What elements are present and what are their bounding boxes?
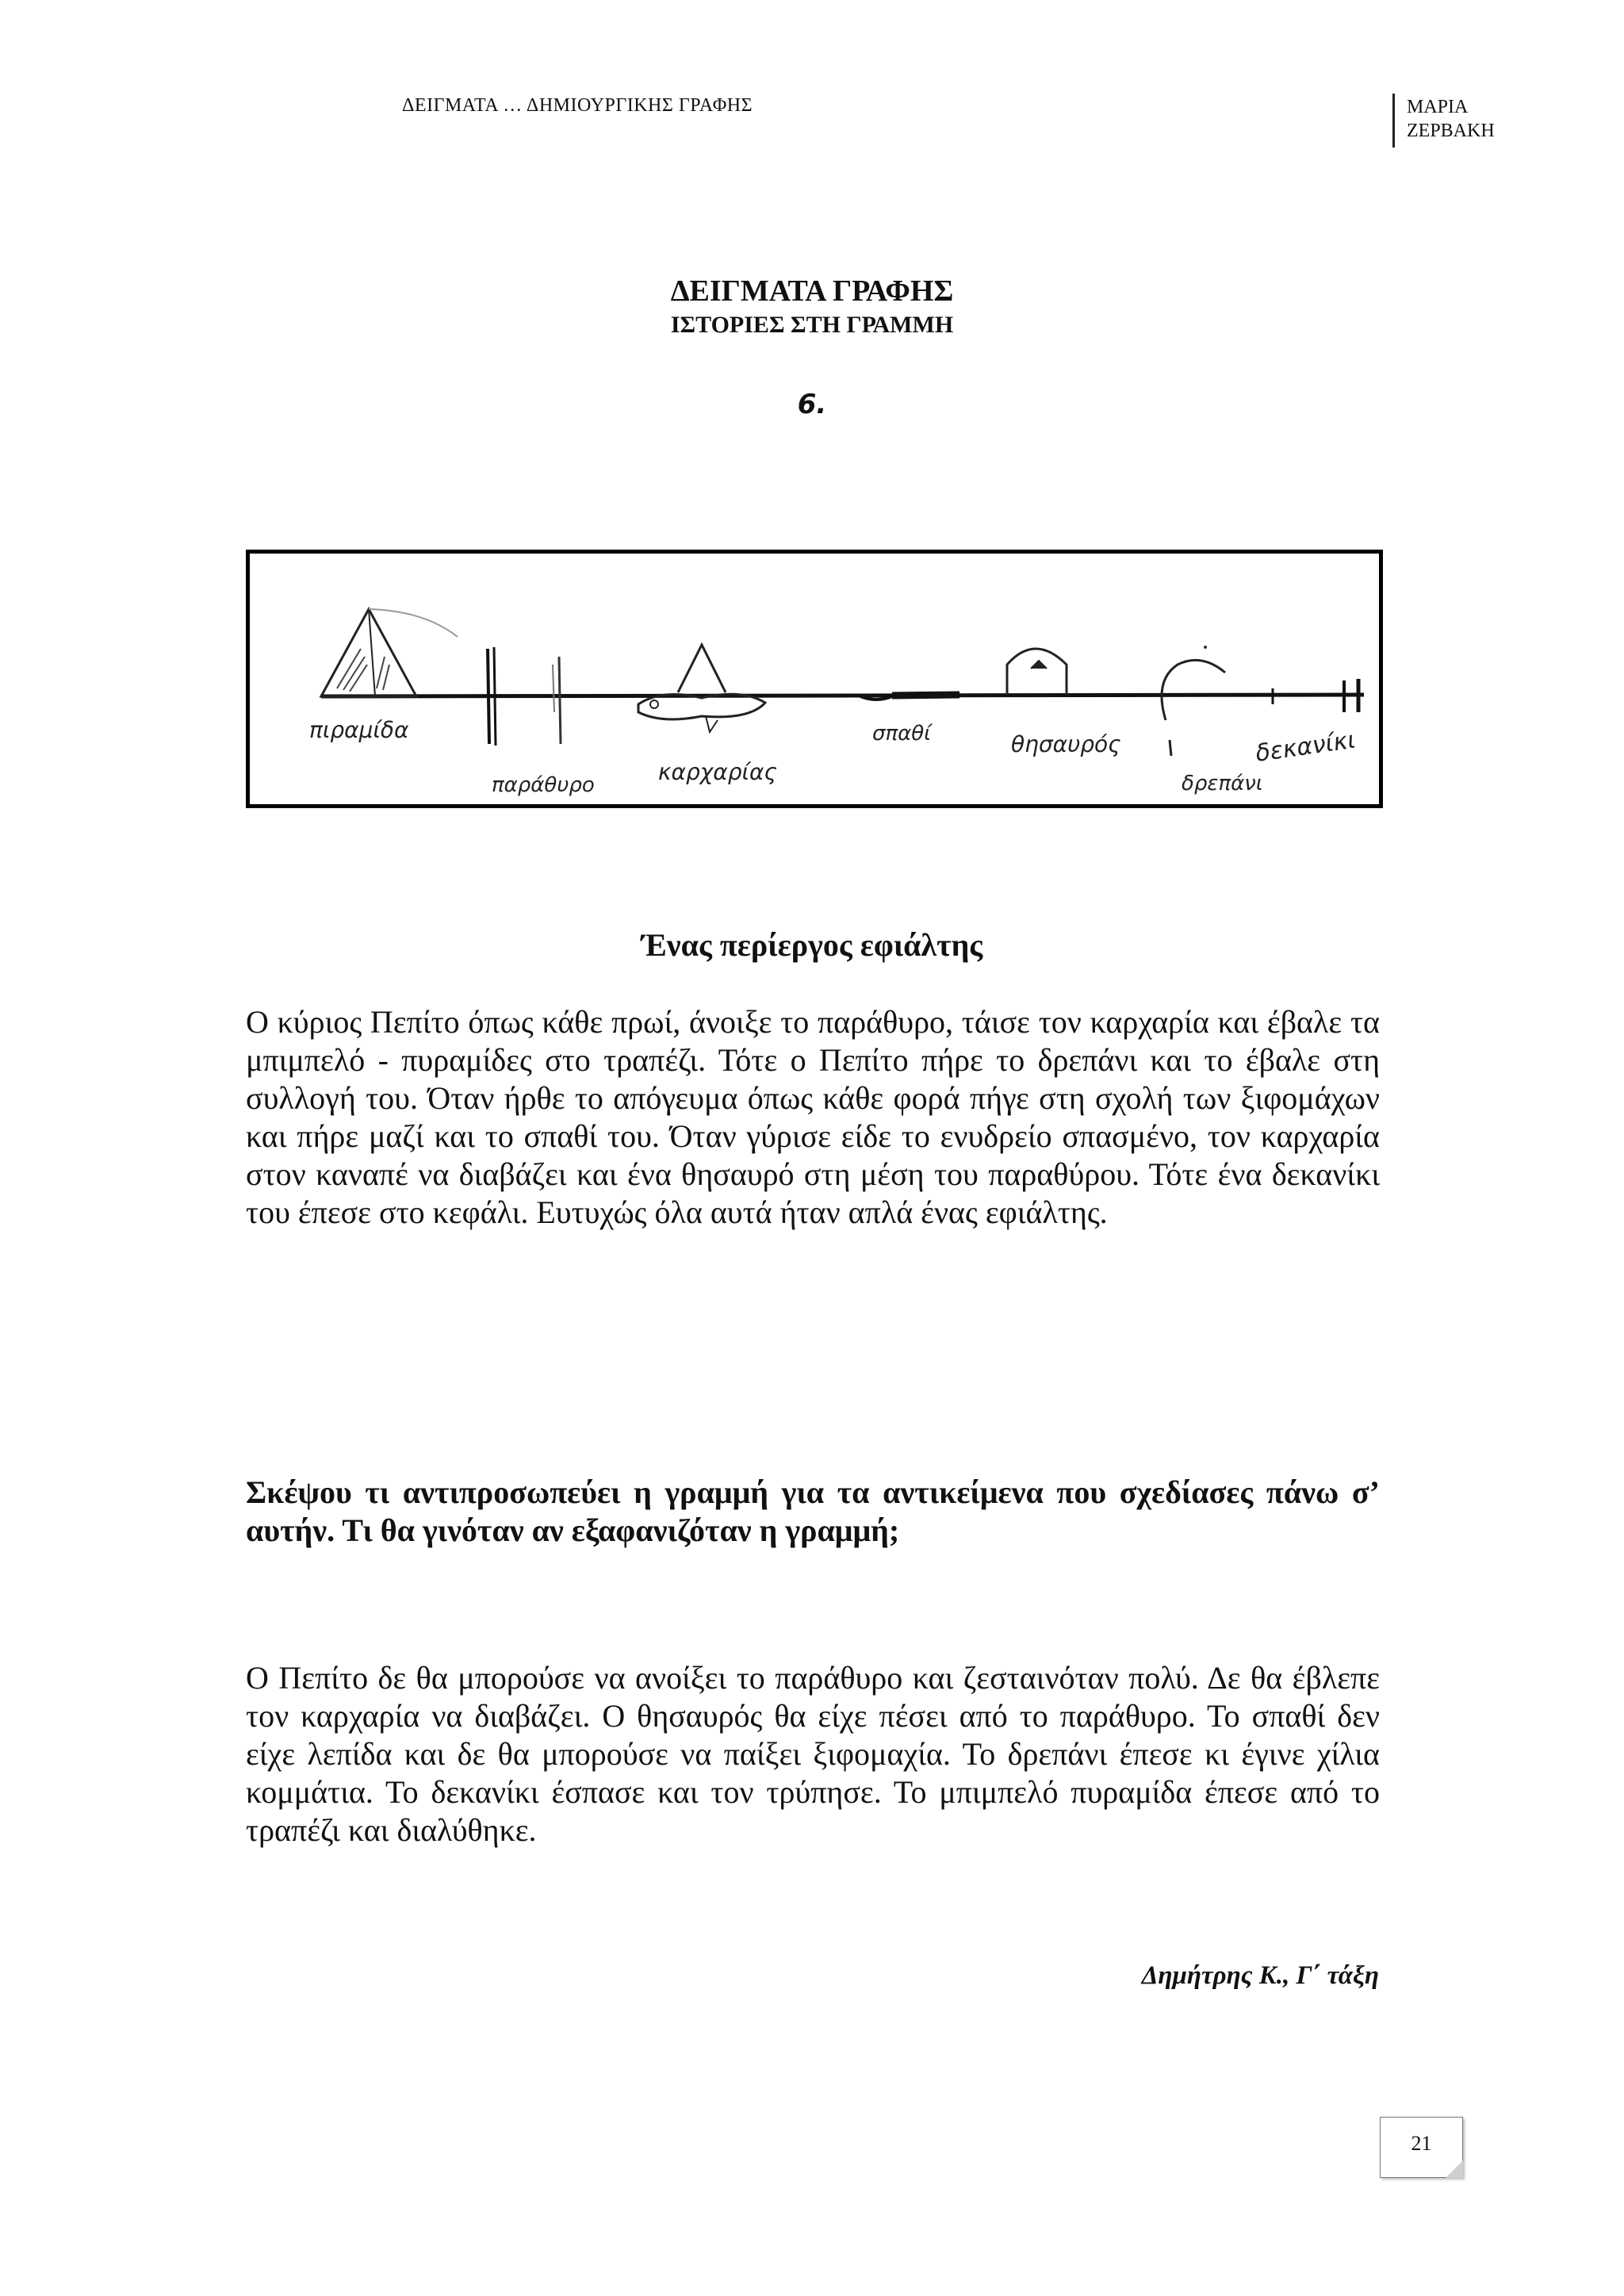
treasure-drawing: [1007, 649, 1067, 695]
page-number-box: [1380, 2117, 1463, 2178]
question-text: Σκέψου τι αντιπροσωπεύει η γραμμή για τα αντικείμενα που σχεδίασες πάνω σ’ αυτήν. Τι θα γινόταν αν εξαφανιζόταν η γραμμή;: [246, 1474, 1380, 1548]
label-sickle: δρεπάνι: [1182, 772, 1263, 795]
handwritten-line-drawing: [246, 550, 1383, 808]
page-title: ΔΕΙΓΜΑΤΑ ΓΡΑΦΗΣ: [670, 274, 954, 308]
story-text: Ο κύριος Πεπίτο όπως κάθε πρωί, άνοιξε το παράθυρο, τάισε τον καρχαρία και έβαλε τα μπιμπελό - πυραμίδες στο τραπέζι. Τότε ο Πεπίτο πήρε το δρεπάνι και το έβαλε στη συλλογή του. Όταν ήρθε το απόγευμα όπως κάθε φορά πήγε στη σχολή των ξιφομάχων και πήρε μαζί και το σπαθί του. Όταν γύρισε είδε το ενυδρείο σπασμένο, τον καρχαρία στον καναπέ να διαβάζει και ένα θησαυρό στη μέση του παραθύρου. Τότε ένα δεκανίκι του έπεσε στο κεφάλι. Ευτυχώς όλα αυτά ήταν απλά ένας εφιάλτης.: [246, 1004, 1380, 1230]
story-line: [321, 695, 1364, 696]
sample-number: 6.: [797, 389, 827, 420]
page-number: 21: [1411, 2132, 1432, 2155]
header-author: [1407, 95, 1495, 143]
header-author-last: ΖΕΡΒΑΚΗ: [1407, 121, 1495, 141]
answer-text: Ο Πεπίτο δε θα μπορούσε να ανοίξει το παράθυρο και ζεσταινόταν πολύ. Δε θα έβλεπε τον καρχαρία να διαβάζει. Ο θησαυρός θα είχε πέσει από το παράθυρο. Το σπαθί δεν είχε λεπίδα και δε θα μπορούσε να παίξει ξιφομαχία. Το δρεπάνι έπεσε κι έγινε χίλια κομμάτια. Το δεκανίκι έσπασε και τον τρύπησε. Το μπιμπελό πυραμίδα έπεσε από το τραπέζι και διαλύθηκε.: [246, 1660, 1380, 1848]
header-author-first: ΜΑΡΙΑ: [1407, 97, 1469, 117]
header-title: ΔΕΙΓΜΑΤΑ … ΔΗΜΙΟΥΡΓΙΚΗΣ ΓΡΑΦΗΣ: [402, 95, 753, 116]
label-shark: καρχαρίας: [658, 759, 777, 785]
shark-drawing: [638, 645, 765, 732]
header-divider: [1392, 94, 1395, 148]
author-signature: Δημήτρης Κ., Γ΄ τάξη: [1141, 1961, 1379, 1990]
label-crutch: δεκανίκι: [1254, 726, 1358, 768]
story-title: Ένας περίεργος εφιάλτης: [641, 927, 983, 963]
label-pyramid: πιραμίδα: [309, 717, 409, 743]
sickle-drawing: [1162, 646, 1225, 756]
pyramid-drawing: [321, 609, 458, 696]
label-treasure: θησαυρός: [1011, 731, 1121, 757]
page-subtitle: ΙΣΤΟΡΙΕΣ ΣΤΗ ΓΡΑΜΜΗ: [670, 312, 954, 338]
label-sword: σπαθί: [872, 722, 931, 746]
label-window: παράθυρο: [492, 773, 595, 797]
page-corner-fold: [1446, 2160, 1463, 2178]
